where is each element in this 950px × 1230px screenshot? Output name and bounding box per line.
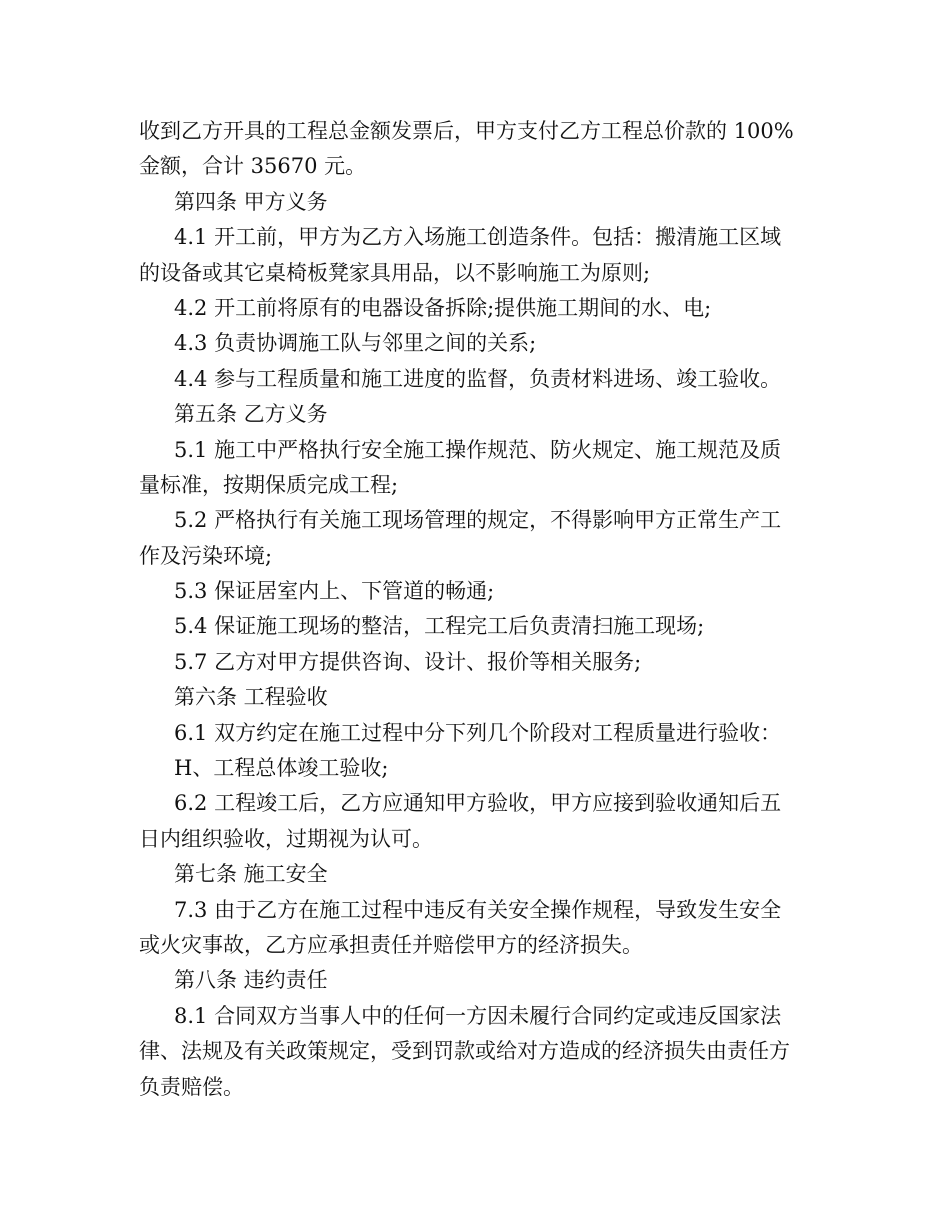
- clause-continuation: 或火灾事故，乙方应承担责任并赔偿甲方的经济损失。: [139, 932, 643, 957]
- clause-continuation: 日内组织验收，过期视为认可。: [139, 826, 433, 851]
- clause-line: 5.2 严格执行有关施工现场管理的规定，不得影响甲方正常生产工: [174, 508, 782, 533]
- document-body: [139, 114, 819, 1105]
- clause-line: H、工程总体竣工验收;: [174, 756, 389, 781]
- clause-line: 5.1 施工中严格执行安全施工操作规范、防火规定、施工规范及质: [174, 437, 782, 462]
- clause-line: 5.7 乙方对甲方提供咨询、设计、报价等相关服务;: [174, 649, 642, 674]
- clause-continuation: 量标准，按期保质完成工程;: [139, 472, 399, 497]
- clause-line: 6.1 双方约定在施工过程中分下列几个阶段对工程质量进行验收：: [174, 720, 782, 745]
- clause-line: 7.3 由于乙方在施工过程中违反有关安全操作规程，导致发生安全: [174, 897, 782, 922]
- paragraph-line: 金额，合计 35670 元。: [139, 154, 367, 179]
- paragraph-line: 收到乙方开具的工程总金额发票后，甲方支付乙方工程总价款的 100%: [139, 119, 794, 143]
- clause-line: 8.1 合同双方当事人中的任何一方因未履行合同约定或违反国家法: [174, 1003, 782, 1028]
- clause-continuation: 作及污染环境;: [139, 543, 273, 568]
- section-heading: 第四条 甲方义务: [174, 189, 328, 214]
- clause-line: 4.3 负责协调施工队与邻里之间的关系;: [174, 331, 537, 356]
- clause-continuation: 负责赔偿。: [139, 1074, 244, 1099]
- clause-continuation: 的设备或其它桌椅板凳家具用品，以不影响施工为原则;: [139, 260, 651, 285]
- clause-line: 4.2 开工前将原有的电器设备拆除;提供施工期间的水、电;: [174, 295, 712, 320]
- section-heading: 第七条 施工安全: [174, 862, 328, 887]
- section-heading: 第八条 违约责任: [174, 968, 328, 993]
- section-heading: 第五条 乙方义务: [174, 402, 328, 427]
- clause-line: 4.4 参与工程质量和施工进度的监督，负责材料进场、竣工验收。: [174, 366, 782, 391]
- section-heading: 第六条 工程验收: [174, 685, 328, 710]
- clause-continuation: 律、法规及有关政策规定，受到罚款或给对方造成的经济损失由责任方: [139, 1039, 790, 1064]
- clause-line: 5.3 保证居室内上、下管道的畅通;: [174, 579, 495, 604]
- clause-line: 4.1 开工前，甲方为乙方入场施工创造条件。包括：搬清施工区域: [174, 225, 782, 250]
- clause-line: 6.2 工程竣工后，乙方应通知甲方验收，甲方应接到验收通知后五: [174, 791, 782, 816]
- clause-line: 5.4 保证施工现场的整洁，工程完工后负责清扫施工现场;: [174, 614, 705, 639]
